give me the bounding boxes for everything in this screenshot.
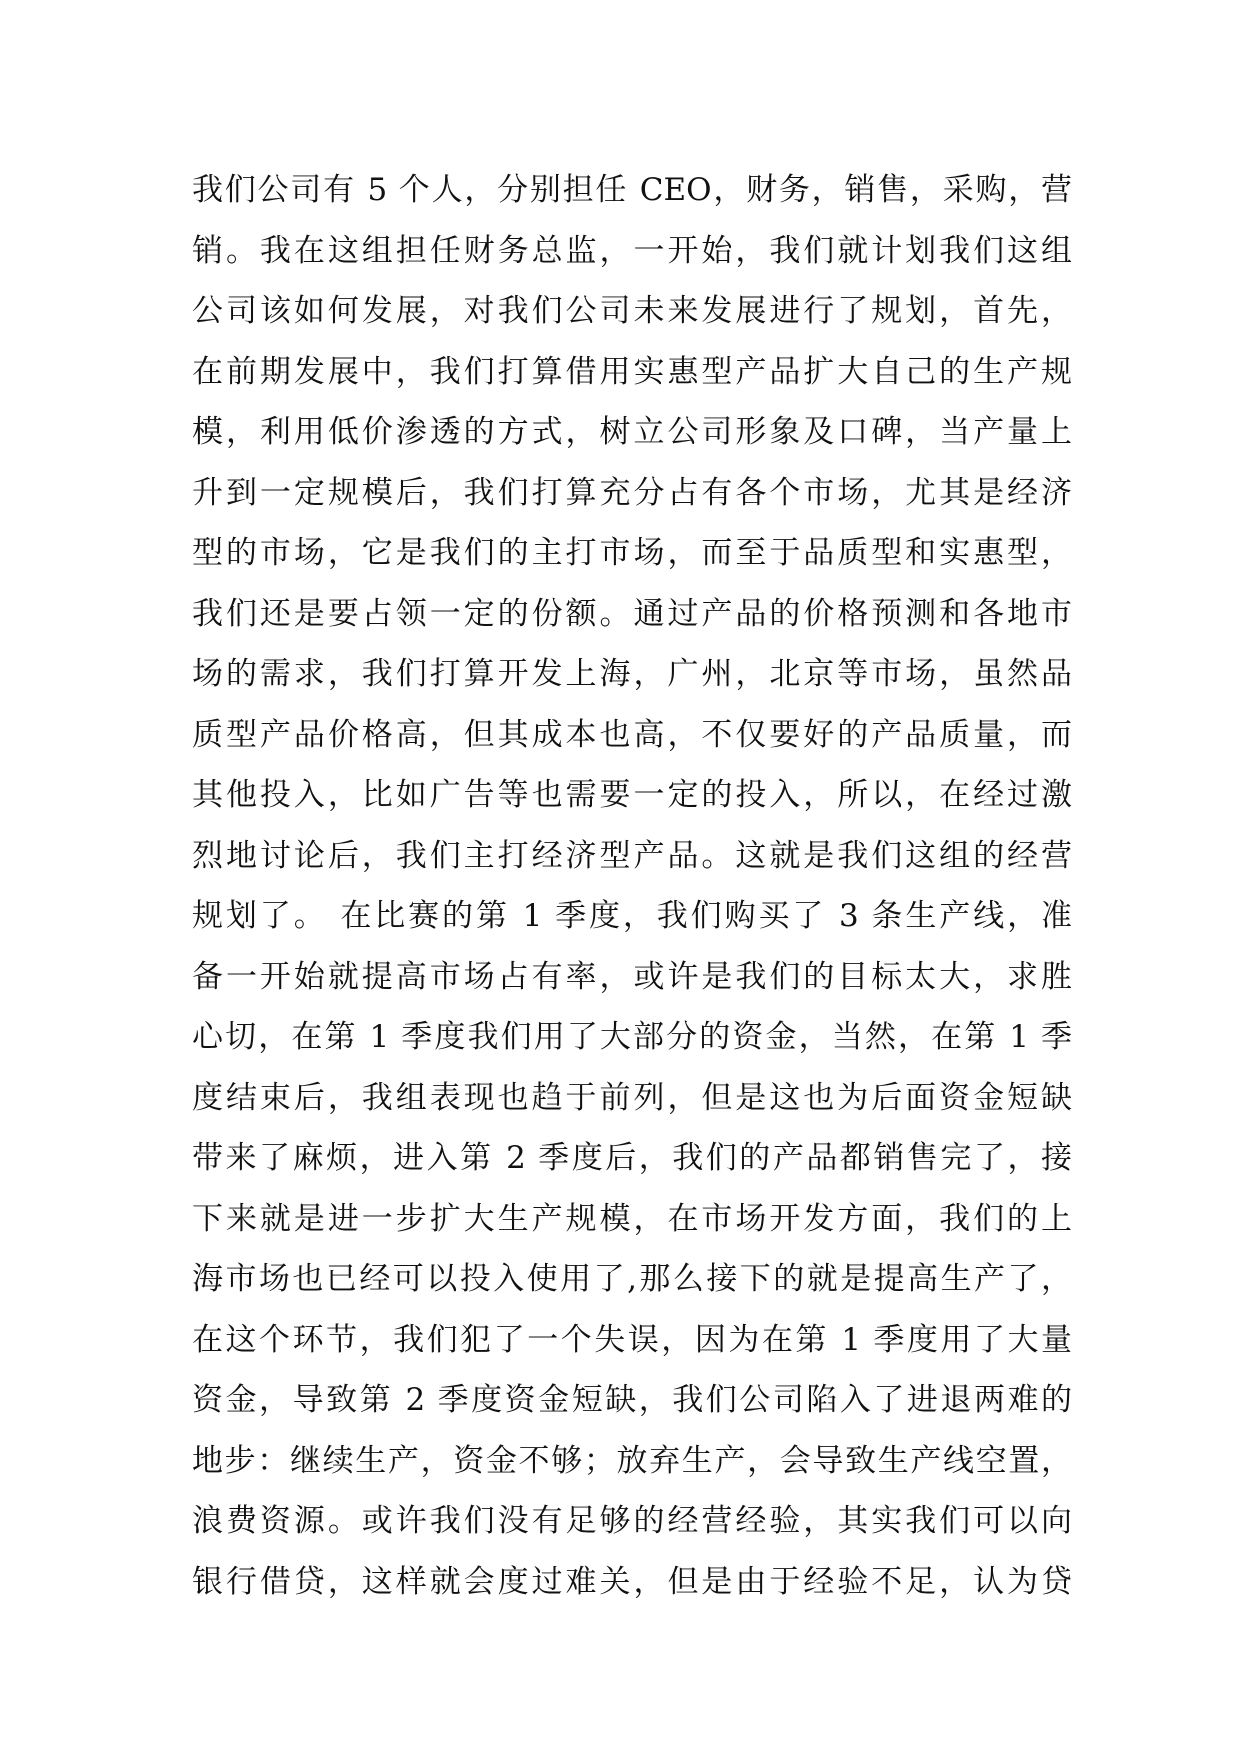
text-line: 场的需求，我们打算开发上海，广州，北京等市场，虽然品 [192, 656, 1072, 692]
text-line: 浪费资源。或许我们没有足够的经营经验，其实我们可以向 [192, 1503, 1072, 1539]
text-line: 升到一定规模后，我们打算充分占有各个市场，尤其是经济 [192, 474, 1072, 511]
text-line: 质型产品价格高，但其成本也高，不仅要好的产品质量，而 [192, 716, 1072, 753]
text-line: 我们还是要占领一定的份额。通过产品的价格预测和各地市 [192, 595, 1072, 632]
text-line: 我们公司有 5 个人，分别担任 CEO，财务，销售，采购，营 [192, 172, 1072, 208]
text-line: 公司该如何发展，对我们公司未来发展进行了规划，首先， [192, 293, 1072, 329]
text-line: 海市场也已经可以投入使用了,那么接下的就是提高生产了， [192, 1261, 1072, 1297]
body-text [192, 160, 1072, 1612]
text-line: 心切，在第 1 季度我们用了大部分的资金，当然，在第 1 季 [192, 1019, 1072, 1055]
text-line: 规划了。 在比赛的第 1 季度，我们购买了 3 条生产线，准 [192, 898, 1072, 934]
text-line: 其他投入，比如广告等也需要一定的投入，所以，在经过激 [192, 777, 1072, 813]
text-line: 银行借贷，这样就会度过难关，但是由于经验不足，认为贷 [192, 1563, 1072, 1600]
text-line: 模，利用低价渗透的方式，树立公司形象及口碑，当产量上 [192, 414, 1072, 450]
text-line: 型的市场，它是我们的主打市场，而至于品质型和实惠型， [192, 535, 1072, 571]
text-line: 在这个环节，我们犯了一个失误，因为在第 1 季度用了大量 [192, 1321, 1072, 1358]
text-line: 带来了麻烦，进入第 2 季度后，我们的产品都销售完了，接 [192, 1140, 1072, 1176]
text-line: 备一开始就提高市场占有率，或许是我们的目标太大，求胜 [192, 958, 1072, 995]
text-line: 下来就是进一步扩大生产规模，在市场开发方面，我们的上 [192, 1200, 1072, 1237]
text-line: 资金，导致第 2 季度资金短缺，我们公司陷入了进退两难的 [192, 1382, 1072, 1418]
text-line: 烈地讨论后，我们主打经济型产品。这就是我们这组的经营 [192, 837, 1072, 874]
text-line: 在前期发展中，我们打算借用实惠型产品扩大自己的生产规 [192, 353, 1072, 390]
text-line: 地步：继续生产，资金不够；放弃生产，会导致生产线空置， [192, 1442, 1072, 1479]
text-line: 度结束后，我组表现也趋于前列，但是这也为后面资金短缺 [192, 1079, 1072, 1116]
text-line: 销。我在这组担任财务总监，一开始，我们就计划我们这组 [192, 232, 1072, 269]
